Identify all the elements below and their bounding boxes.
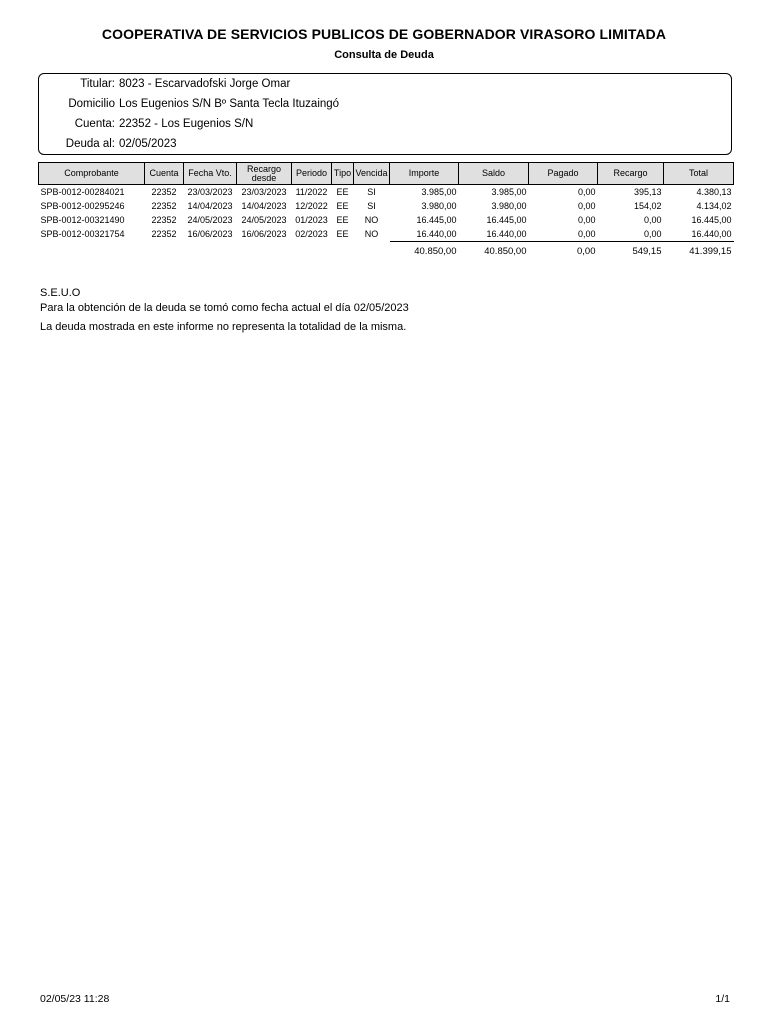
total-recargo: 549,15 <box>598 242 664 263</box>
cell-importe: 16.440,00 <box>416 229 457 239</box>
table-row <box>39 213 734 227</box>
cell-saldo: 3.985,00 <box>491 187 527 197</box>
cell-recargo-desde: 23/03/2023 <box>241 187 287 197</box>
col-header-recargo: Recargo <box>598 163 664 185</box>
table-row <box>39 227 734 242</box>
deuda-al-label: Deuda al: <box>65 138 115 150</box>
col-header-saldo: Saldo <box>459 163 529 185</box>
cell-periodo: 12/2022 <box>295 201 328 211</box>
cell-total: 16.445,00 <box>691 215 732 225</box>
cell-tipo: EE <box>336 229 349 240</box>
cell-cuenta: 22352 <box>151 187 177 197</box>
cell-recargo: 154,02 <box>633 201 662 211</box>
table-row <box>39 185 734 200</box>
debt-table <box>38 162 734 262</box>
cell-vencida: NO <box>364 229 379 240</box>
totals-spacer <box>237 242 292 263</box>
cell-tipo: EE <box>336 187 349 197</box>
cell-comprobante: SPB-0012-00321490 <box>40 215 125 225</box>
total-pagado: 0,00 <box>529 242 598 263</box>
totals-spacer <box>292 242 332 263</box>
table-row <box>39 199 734 213</box>
cell-recargo-desde: 14/04/2023 <box>241 201 287 211</box>
cuenta-label: Cuenta: <box>74 118 115 130</box>
cell-cuenta: 22352 <box>151 201 177 211</box>
totals-row <box>39 242 734 263</box>
domicilio-label: Domicilio <box>68 98 115 110</box>
cell-cuenta: 22352 <box>151 229 177 240</box>
cell-pagado: 0,00 <box>577 187 596 197</box>
cell-cuenta: 22352 <box>151 215 177 225</box>
cell-periodo: 11/2022 <box>295 187 328 197</box>
cell-recargo-desde: 16/06/2023 <box>241 229 287 240</box>
cell-pagado: 0,00 <box>577 229 596 239</box>
cell-pagado: 0,00 <box>577 201 596 211</box>
deuda-al-value: 02/05/2023 <box>119 138 177 150</box>
total-total: 41.399,15 <box>664 242 734 263</box>
titular-value: 8023 - Escarvadofski Jorge Omar <box>119 78 291 90</box>
report-subtitle: Consulta de Deuda <box>334 49 434 61</box>
cell-fecha-vto: 24/05/2023 <box>187 215 233 225</box>
notes-section <box>40 286 409 335</box>
cuenta-value: 22352 - Los Eugenios S/N <box>119 118 254 130</box>
report-title: COOPERATIVA DE SERVICIOS PUBLICOS DE GOBERNADOR VIRASORO LIMITADA <box>101 26 667 42</box>
table-header-row <box>39 163 734 185</box>
col-header-tipo: Tipo <box>332 163 354 185</box>
col-header-total: Total <box>664 163 734 185</box>
totals-spacer <box>184 242 237 263</box>
col-header-vencida: Vencida <box>354 163 390 185</box>
totals-spacer <box>39 242 145 263</box>
col-header-cuenta: Cuenta <box>145 163 184 185</box>
col-header-fecha-vto: Fecha Vto. <box>184 163 237 185</box>
col-header-pagado: Pagado <box>529 163 598 185</box>
cell-recargo: 0,00 <box>643 215 662 225</box>
cell-saldo: 16.445,00 <box>486 215 527 225</box>
cell-recargo: 395,13 <box>633 187 662 197</box>
cell-recargo: 0,00 <box>643 229 662 239</box>
totals-spacer <box>332 242 354 263</box>
note-seuo: S.E.U.O <box>40 287 81 299</box>
cell-pagado: 0,00 <box>577 215 596 225</box>
note-totalidad: La deuda mostrada en este informe no representa la totalidad de la misma. <box>40 321 407 333</box>
domicilio-value: Los Eugenios S/N Bº Santa Tecla Ituzaingó <box>119 98 340 110</box>
cell-importe: 3.985,00 <box>421 187 457 197</box>
cell-vencida: NO <box>364 215 379 225</box>
titular-label: Titular: <box>80 78 115 90</box>
col-header-importe: Importe <box>390 163 459 185</box>
col-header-recargo-desde: Recargo desde <box>237 163 292 185</box>
cell-recargo-desde: 24/05/2023 <box>241 215 287 225</box>
cell-total: 4.380,13 <box>696 187 732 197</box>
cell-vencida: SI <box>367 201 376 211</box>
account-info-box <box>38 73 732 155</box>
total-importe: 40.850,00 <box>390 242 459 263</box>
cell-tipo: EE <box>336 215 349 225</box>
footer-timestamp: 02/05/23 11:28 <box>40 993 110 1005</box>
cell-total: 4.134,02 <box>696 201 732 211</box>
cell-importe: 16.445,00 <box>416 215 457 225</box>
note-fecha-actual: Para la obtención de la deuda se tomó como fecha actual el día 02/05/2023 <box>40 302 409 314</box>
cell-comprobante: SPB-0012-00295246 <box>40 201 125 211</box>
col-header-periodo: Periodo <box>292 163 332 185</box>
footer-page-number: 1/1 <box>715 993 730 1005</box>
total-saldo: 40.850,00 <box>459 242 529 263</box>
totals-spacer <box>145 242 184 263</box>
cell-fecha-vto: 14/04/2023 <box>187 201 233 211</box>
cell-periodo: 02/2023 <box>295 229 328 240</box>
cell-comprobante: SPB-0012-00321754 <box>40 229 125 240</box>
totals-spacer <box>354 242 390 263</box>
cell-comprobante: SPB-0012-00284021 <box>40 187 125 197</box>
cell-importe: 3.980,00 <box>421 201 457 211</box>
cell-periodo: 01/2023 <box>295 215 328 225</box>
cell-saldo: 16.440,00 <box>486 229 527 239</box>
cell-saldo: 3.980,00 <box>491 201 527 211</box>
cell-tipo: EE <box>336 201 349 211</box>
cell-total: 16.440,00 <box>691 229 732 239</box>
cell-fecha-vto: 23/03/2023 <box>187 187 233 197</box>
cell-fecha-vto: 16/06/2023 <box>187 229 233 240</box>
col-header-comprobante: Comprobante <box>39 163 145 185</box>
cell-vencida: SI <box>367 187 376 197</box>
